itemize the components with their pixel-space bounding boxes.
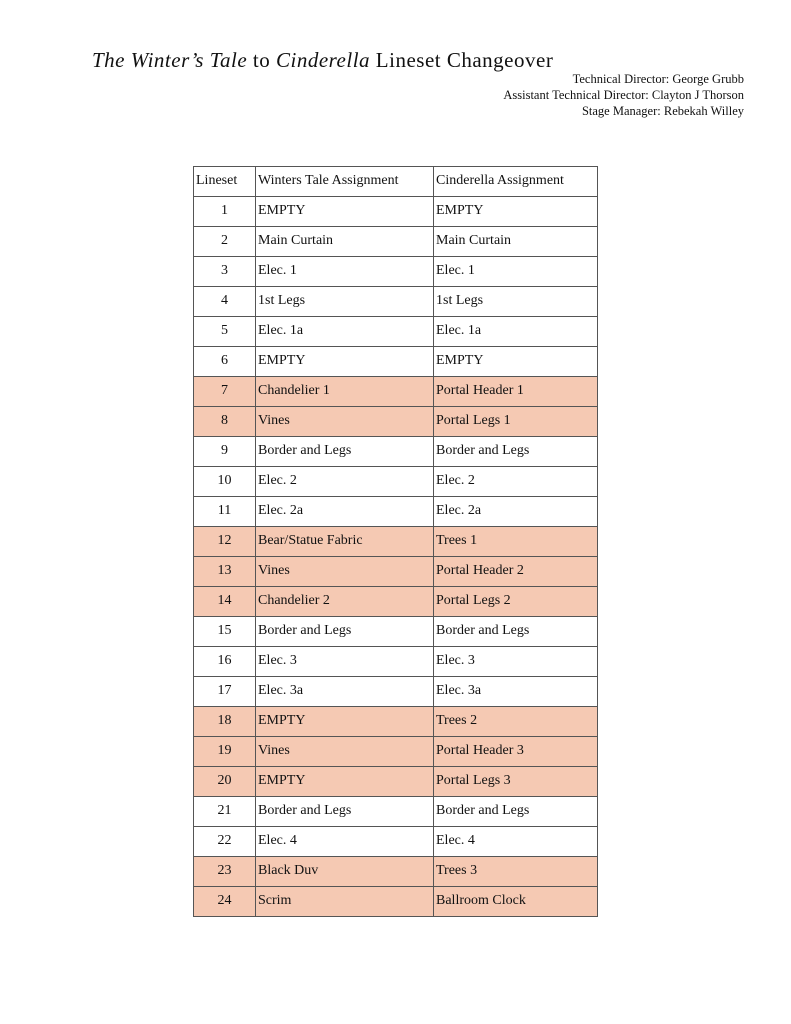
winters-tale-assignment-cell: Border and Legs [256, 437, 434, 467]
cinderella-assignment-cell: Elec. 3 [434, 647, 598, 677]
credits-block [503, 71, 744, 119]
table-row [194, 677, 598, 707]
cinderella-assignment-cell: Trees 3 [434, 857, 598, 887]
winters-tale-assignment-cell: Border and Legs [256, 617, 434, 647]
cinderella-assignment-cell: Portal Header 1 [434, 377, 598, 407]
lineset-number-cell: 10 [194, 467, 256, 497]
cinderella-assignment-cell: Trees 1 [434, 527, 598, 557]
cinderella-assignment-cell: Portal Legs 1 [434, 407, 598, 437]
table-row [194, 647, 598, 677]
cinderella-assignment-cell: Main Curtain [434, 227, 598, 257]
cinderella-assignment-cell: Portal Legs 2 [434, 587, 598, 617]
winters-tale-assignment-cell: Elec. 2a [256, 497, 434, 527]
winters-tale-assignment-cell: Bear/Statue Fabric [256, 527, 434, 557]
winters-tale-assignment-cell: Elec. 3a [256, 677, 434, 707]
table-row [194, 827, 598, 857]
lineset-number-cell: 1 [194, 197, 256, 227]
column-header-lineset: Lineset [194, 167, 256, 197]
table-row [194, 767, 598, 797]
table-row [194, 557, 598, 587]
lineset-number-cell: 7 [194, 377, 256, 407]
lineset-number-cell: 3 [194, 257, 256, 287]
lineset-number-cell: 2 [194, 227, 256, 257]
winters-tale-assignment-cell: Black Duv [256, 857, 434, 887]
table-header-row [194, 167, 598, 197]
table-row [194, 287, 598, 317]
cinderella-assignment-cell: Portal Header 3 [434, 737, 598, 767]
cinderella-assignment-cell: EMPTY [434, 347, 598, 377]
lineset-number-cell: 18 [194, 707, 256, 737]
winters-tale-assignment-cell: Vines [256, 737, 434, 767]
lineset-number-cell: 14 [194, 587, 256, 617]
winters-tale-assignment-cell: Chandelier 2 [256, 587, 434, 617]
stage-manager: Stage Manager: Rebekah Willey [581, 104, 744, 118]
lineset-number-cell: 12 [194, 527, 256, 557]
cinderella-assignment-cell: EMPTY [434, 197, 598, 227]
winters-tale-assignment-cell: Scrim [256, 887, 434, 917]
cinderella-assignment-cell: Portal Legs 3 [434, 767, 598, 797]
table-row [194, 737, 598, 767]
table-row [194, 377, 598, 407]
lineset-number-cell: 5 [194, 317, 256, 347]
lineset-number-cell: 20 [194, 767, 256, 797]
table-row [194, 497, 598, 527]
winters-tale-assignment-cell: Main Curtain [256, 227, 434, 257]
cinderella-assignment-cell: Ballroom Clock [434, 887, 598, 917]
lineset-number-cell: 15 [194, 617, 256, 647]
table-row [194, 707, 598, 737]
winters-tale-assignment-cell: Elec. 1 [256, 257, 434, 287]
cinderella-assignment-cell: Elec. 4 [434, 827, 598, 857]
lineset-number-cell: 9 [194, 437, 256, 467]
table-row [194, 257, 598, 287]
lineset-number-cell: 22 [194, 827, 256, 857]
table-row [194, 857, 598, 887]
title-show-to: Cinderella [276, 48, 371, 72]
lineset-number-cell: 13 [194, 557, 256, 587]
lineset-number-cell: 8 [194, 407, 256, 437]
cinderella-assignment-cell: Elec. 2a [434, 497, 598, 527]
lineset-number-cell: 23 [194, 857, 256, 887]
table-row [194, 227, 598, 257]
column-header-cinderella: Cinderella Assignment [434, 167, 598, 197]
table-row [194, 797, 598, 827]
winters-tale-assignment-cell: EMPTY [256, 347, 434, 377]
winters-tale-assignment-cell: Border and Legs [256, 797, 434, 827]
lineset-number-cell: 16 [194, 647, 256, 677]
lineset-number-cell: 11 [194, 497, 256, 527]
winters-tale-assignment-cell: Vines [256, 407, 434, 437]
lineset-number-cell: 6 [194, 347, 256, 377]
winters-tale-assignment-cell: Elec. 2 [256, 467, 434, 497]
winters-tale-assignment-cell: EMPTY [256, 197, 434, 227]
table-row [194, 467, 598, 497]
column-header-winters-tale: Winters Tale Assignment [256, 167, 434, 197]
lineset-number-cell: 21 [194, 797, 256, 827]
table-body [194, 197, 598, 917]
table-row [194, 317, 598, 347]
title-connector: to [247, 48, 276, 72]
table-row [194, 617, 598, 647]
title-show-from: The Winter’s Tale [92, 48, 248, 72]
cinderella-assignment-cell: Border and Legs [434, 617, 598, 647]
title-suffix: Lineset Changeover [370, 48, 554, 72]
cinderella-assignment-cell: Elec. 2 [434, 467, 598, 497]
technical-director: Technical Director: George Grubb [572, 72, 744, 86]
cinderella-assignment-cell: Border and Legs [434, 437, 598, 467]
cinderella-assignment-cell: Elec. 3a [434, 677, 598, 707]
cinderella-assignment-cell: Elec. 1 [434, 257, 598, 287]
lineset-number-cell: 4 [194, 287, 256, 317]
document-title [92, 46, 752, 74]
winters-tale-assignment-cell: Elec. 4 [256, 827, 434, 857]
cinderella-assignment-cell: Portal Header 2 [434, 557, 598, 587]
winters-tale-assignment-cell: Chandelier 1 [256, 377, 434, 407]
winters-tale-assignment-cell: EMPTY [256, 707, 434, 737]
table-row [194, 407, 598, 437]
winters-tale-assignment-cell: 1st Legs [256, 287, 434, 317]
lineset-number-cell: 19 [194, 737, 256, 767]
lineset-number-cell: 24 [194, 887, 256, 917]
cinderella-assignment-cell: Trees 2 [434, 707, 598, 737]
table-row [194, 587, 598, 617]
table-row [194, 887, 598, 917]
assistant-technical-director: Assistant Technical Director: Clayton J Thorson [503, 88, 744, 102]
winters-tale-assignment-cell: Elec. 3 [256, 647, 434, 677]
cinderella-assignment-cell: Elec. 1a [434, 317, 598, 347]
cinderella-assignment-cell: Border and Legs [434, 797, 598, 827]
table-row [194, 437, 598, 467]
winters-tale-assignment-cell: Elec. 1a [256, 317, 434, 347]
lineset-number-cell: 17 [194, 677, 256, 707]
table-row [194, 197, 598, 227]
winters-tale-assignment-cell: Vines [256, 557, 434, 587]
cinderella-assignment-cell: 1st Legs [434, 287, 598, 317]
table-row [194, 527, 598, 557]
table-row [194, 347, 598, 377]
lineset-table [193, 166, 598, 917]
winters-tale-assignment-cell: EMPTY [256, 767, 434, 797]
